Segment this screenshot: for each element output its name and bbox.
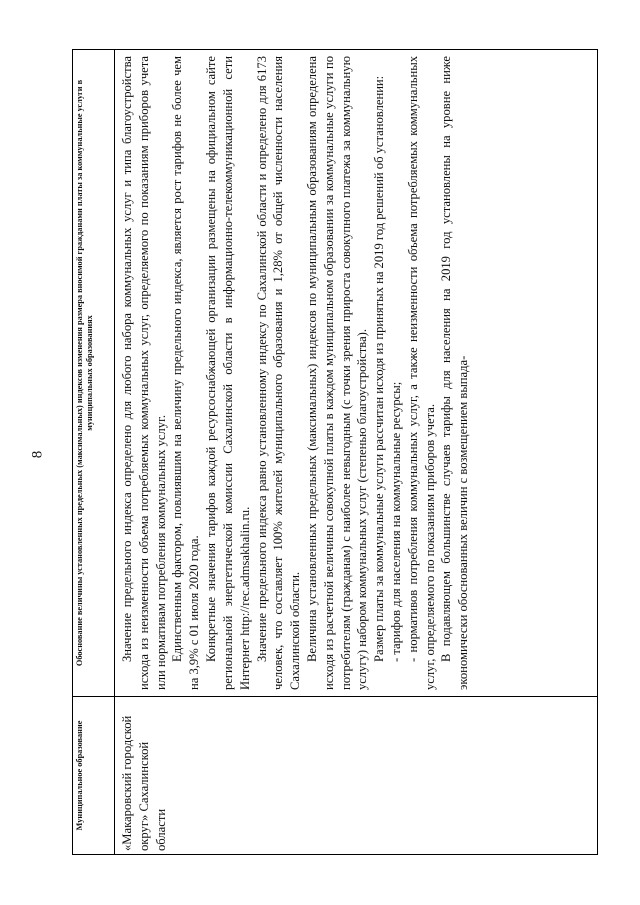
rotated-table-container xyxy=(72,50,598,855)
justification-cell xyxy=(115,50,598,697)
paragraph: Размер платы за коммунальные услуги рассчитан исходя из принятых на 2019 год решений об установлении: xyxy=(372,75,387,662)
bullet-item: - тарифов для населения на коммунальные ресурсы; xyxy=(389,381,403,662)
paragraph: Конкретные значения тарифов каждой ресурсоснабжающей организации размещены на официальном сайте региональной энергетической комиссии Сахалинской области в информационно-телекоммуникационной сети Интернет http://rec.admsakhalin.ru. xyxy=(204,56,252,690)
paragraph: Единственным фактором, повлиявшим на величину предельного индекса, является рост тарифов не более чем на 3,9% с 01 июля 2020 года. xyxy=(170,56,202,690)
header-municipality: Муниципальное образование xyxy=(73,697,115,855)
bullet-item: - нормативов потребления коммунальных услуг, а также неизменности объема потребляемых коммунальных услуг, определяемого по показаниям приборов учета. xyxy=(405,56,437,690)
page-number: 8 xyxy=(29,450,46,459)
paragraph: Значение предельного индекса определено для любого набора коммунальных услуг и типа благоустройства исхода из неизменности объема потребляемых коммунальных услуг, определяемого по показаниям приборов учета или нормативам потребления коммунальных услуг. xyxy=(120,56,168,690)
paragraph: В подавляющем большинстве случаев тарифы для населения на 2019 год установлены на уровне ниже экономически обоснованных величин с возмещением выпада- xyxy=(439,56,471,690)
table-header-row xyxy=(73,50,115,855)
justification-table xyxy=(72,49,598,855)
municipality-cell: «Макаровский городской округ» Сахалинской области xyxy=(115,697,598,855)
header-justification: Обоснование величины установленных предельных (максимальных) индексов изменения размера вносимой гражданами платы за коммунальные услуги в муниципальных образованиях xyxy=(73,50,115,697)
paragraph: Величина установленных предельных (максимальных) индексов по муниципальным образованиям определена исходя из расчетной величины совокупной платы в каждом муниципальном образовании за коммунальные услуги по потребителям (гражданам) с наиболее невыгодным (с точки зрения прироста совокупного платежа за коммунальную услугу) набором коммунальных услуг (степенью благоустройства). xyxy=(304,56,370,690)
table-row xyxy=(115,50,598,855)
paragraph: Значение предельного индекса равно установленному индексу по Сахалинской области и определено для 6173 человек, что составляет 100% жителей муниципального образования и 1,28% от общей численности населения Сахалинской области. xyxy=(254,56,303,690)
